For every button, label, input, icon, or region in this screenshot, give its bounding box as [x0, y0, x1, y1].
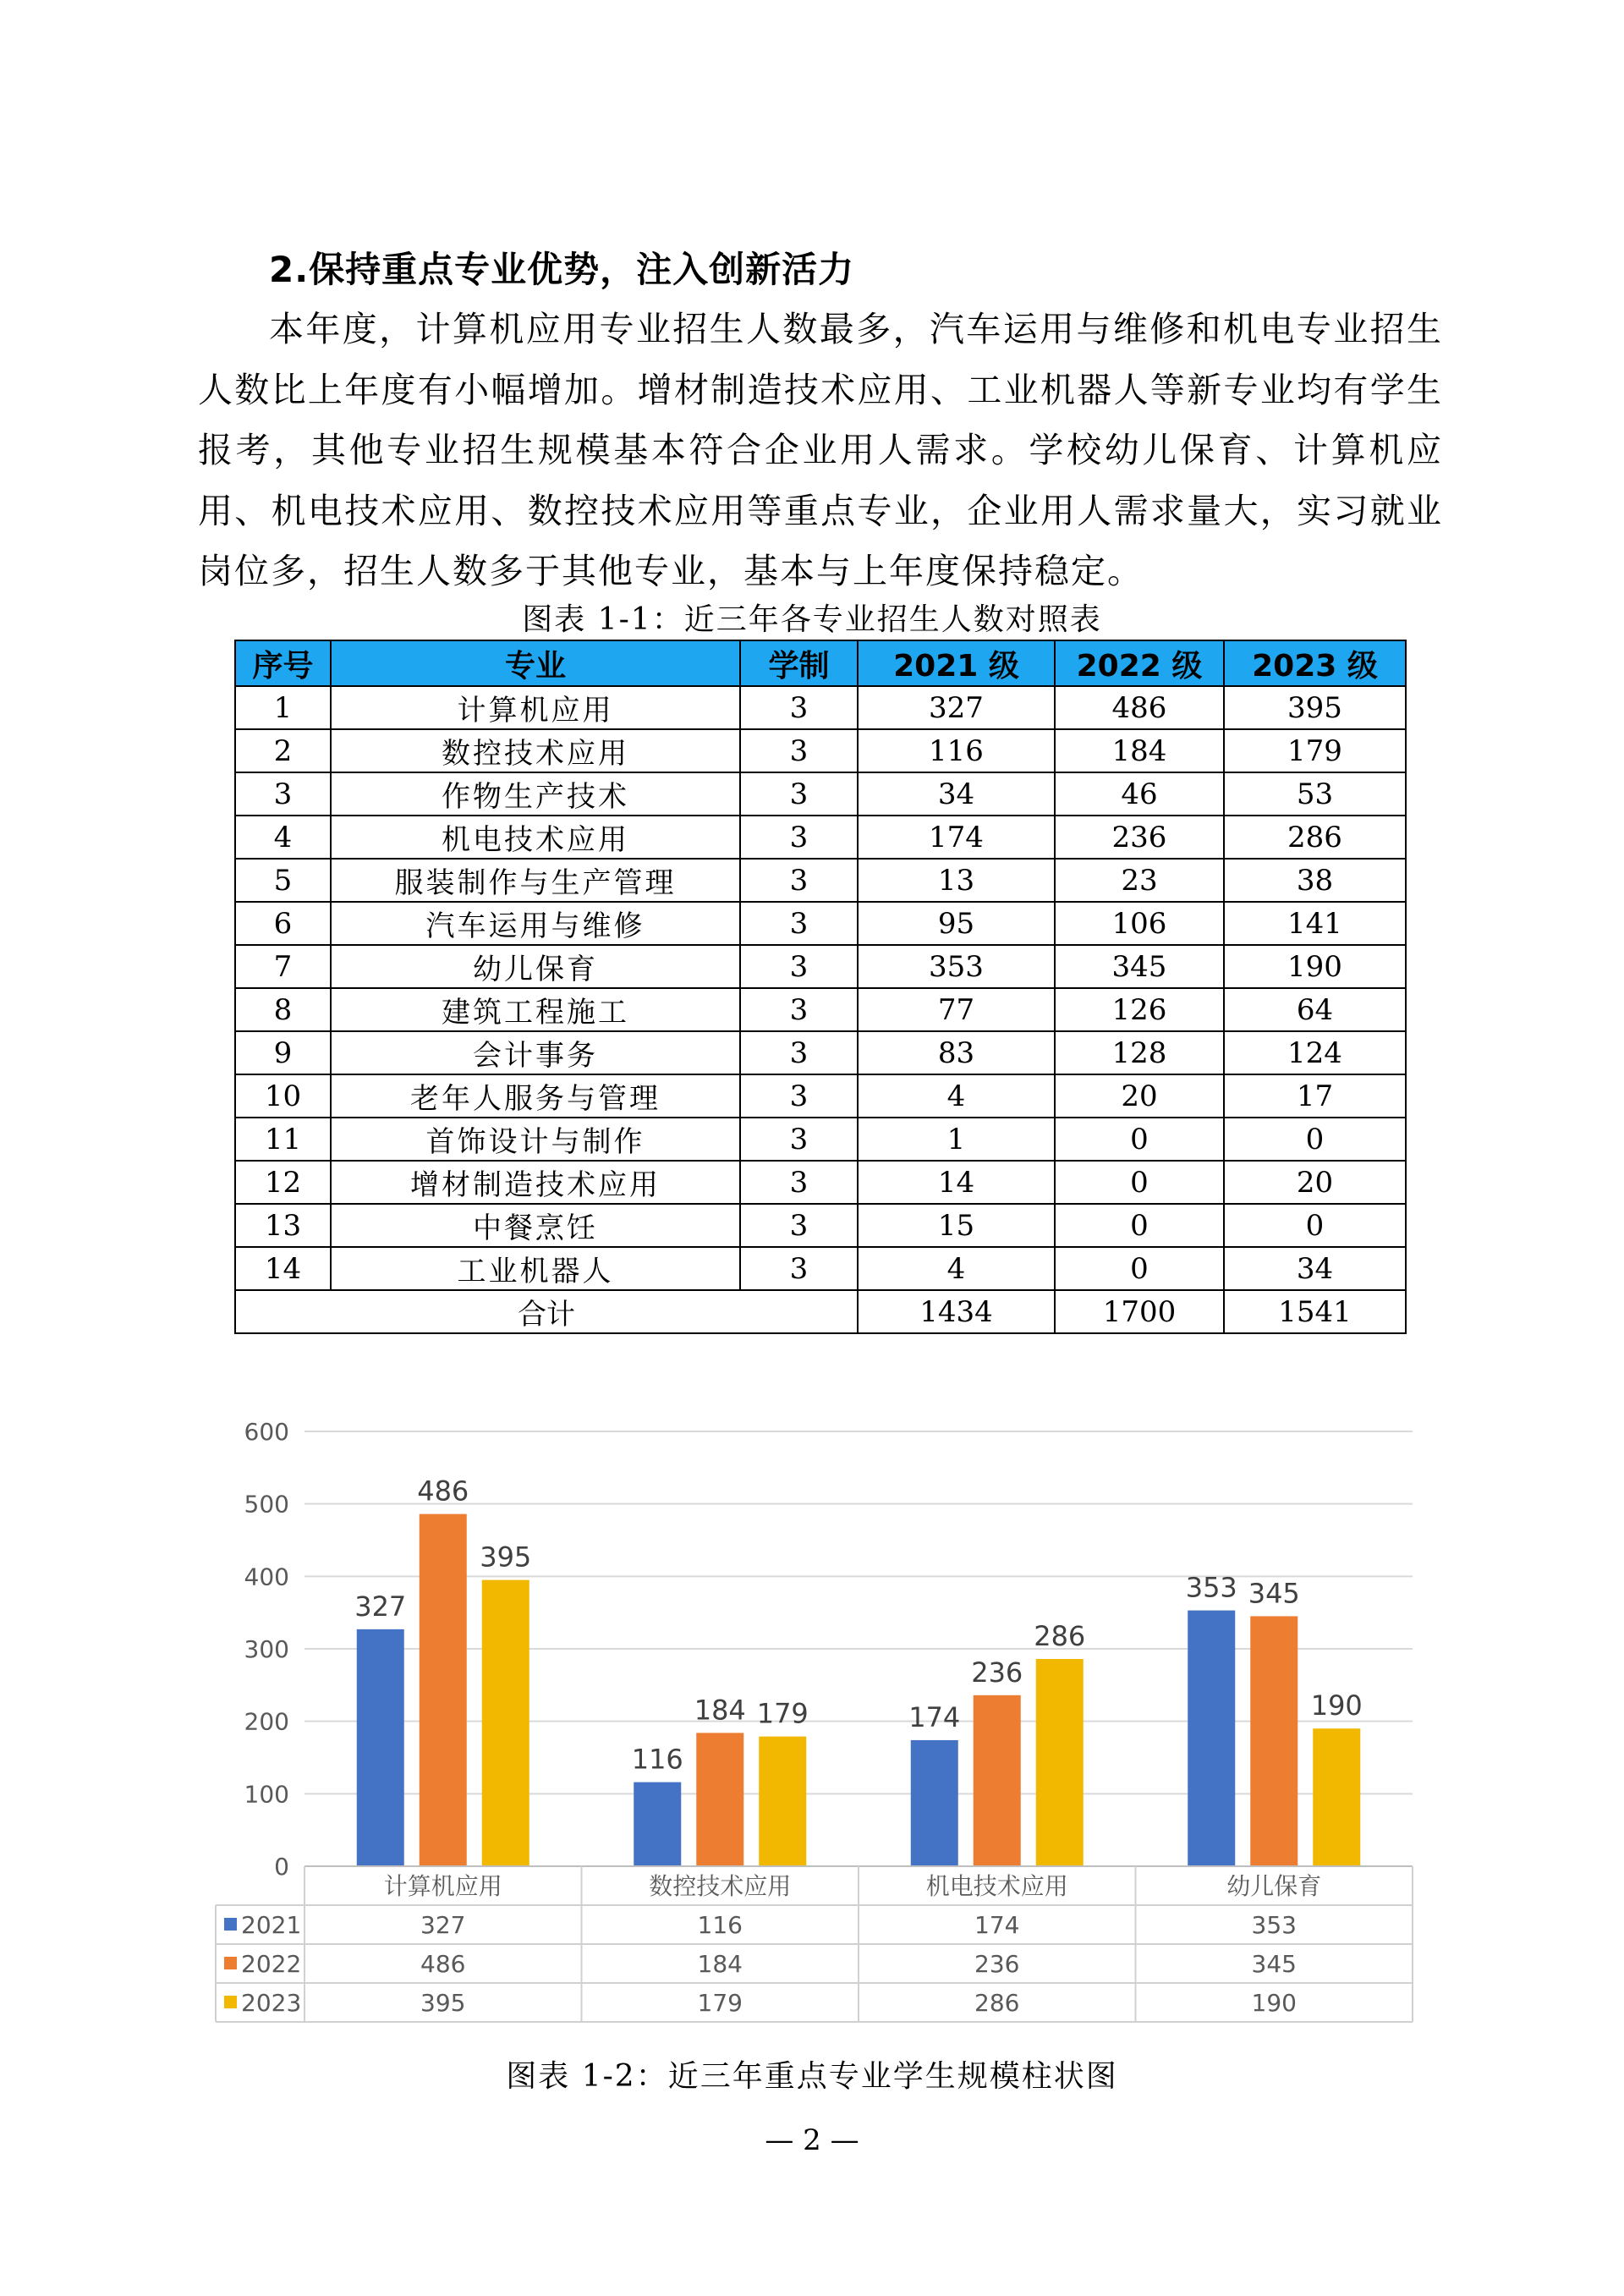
- data-table-value: 236: [974, 1950, 1020, 1978]
- data-table-value: 395: [420, 1989, 466, 2017]
- table-cell: 126: [1055, 988, 1224, 1031]
- header-cell: 专业: [331, 640, 740, 686]
- body-paragraph: 本年度，计算机应用专业招生人数最多，汽车运用与维修和机电专业招生人数比上年度有小幅增加。增材制造技术应用、工业机器人等新专业均有学生报考，其他专业招生规模基本符合企业用人需求。学校幼儿保育、计算机应用、机电技术应用、数控技术应用等重点专业，企业用人需求量大，实习就业岗位多，招生人数多于其他专业，基本与上年度保持稳定。: [198, 309, 1443, 591]
- table-row: [235, 1074, 1406, 1118]
- table-cell: 53: [1224, 772, 1406, 816]
- table-cell: 11: [235, 1118, 331, 1161]
- y-tick-label: 200: [244, 1707, 289, 1736]
- major-name-cell: 计算机应用: [331, 686, 740, 729]
- y-tick-label: 400: [244, 1563, 289, 1591]
- table-cell: 3: [740, 1031, 858, 1074]
- y-tick-label: 300: [244, 1635, 289, 1663]
- bar: [911, 1740, 958, 1866]
- table-cell: 5: [235, 859, 331, 902]
- table-cell: 179: [1224, 729, 1406, 772]
- table-cell: 0: [1055, 1118, 1224, 1161]
- y-tick-label: 500: [244, 1490, 289, 1519]
- data-table-value: 486: [420, 1950, 466, 1978]
- total-cell: 1700: [1055, 1290, 1224, 1333]
- table-cell: 34: [1224, 1247, 1406, 1290]
- data-table-value: 190: [1251, 1989, 1297, 2017]
- data-label: 190: [1310, 1689, 1363, 1722]
- bar-chart: [211, 1413, 1421, 2039]
- table-header-row: [235, 640, 1406, 686]
- table-cell: 0: [1055, 1247, 1224, 1290]
- major-name-cell: 幼儿保育: [331, 945, 740, 988]
- table-cell: 6: [235, 902, 331, 945]
- table-cell: 106: [1055, 902, 1224, 945]
- table-cell: 3: [740, 1161, 858, 1204]
- data-table-value: 179: [697, 1989, 743, 2017]
- data-label: 486: [417, 1475, 469, 1508]
- table-cell: 286: [1224, 816, 1406, 859]
- table-cell: 14: [858, 1161, 1055, 1204]
- table-cell: 95: [858, 902, 1055, 945]
- table-cell: 4: [858, 1247, 1055, 1290]
- major-name-cell: 数控技术应用: [331, 729, 740, 772]
- y-tick-label: 100: [244, 1780, 289, 1809]
- table-cell: 3: [740, 859, 858, 902]
- bar: [357, 1629, 404, 1866]
- x-category-label: 数控技术应用: [649, 1872, 792, 1900]
- x-category-label: 幼儿保育: [1226, 1872, 1322, 1900]
- table-cell: 327: [858, 686, 1055, 729]
- table-cell: 20: [1224, 1161, 1406, 1204]
- table-cell: 141: [1224, 902, 1406, 945]
- table-cell: 64: [1224, 988, 1406, 1031]
- data-table-value: 116: [697, 1911, 743, 1939]
- major-name-cell: 建筑工程施工: [331, 988, 740, 1031]
- bar: [696, 1733, 743, 1866]
- table-cell: 124: [1224, 1031, 1406, 1074]
- bar: [482, 1580, 529, 1866]
- header-cell: 学制: [740, 640, 858, 686]
- table-row: [235, 945, 1406, 988]
- legend-label: 2021: [241, 1911, 302, 1939]
- table-row: [235, 1031, 1406, 1074]
- major-name-cell: 汽车运用与维修: [331, 902, 740, 945]
- table-cell: 116: [858, 729, 1055, 772]
- major-name-cell: 工业机器人: [331, 1247, 740, 1290]
- major-name-cell: 机电技术应用: [331, 816, 740, 859]
- table-cell: 23: [1055, 859, 1224, 902]
- table-cell: 3: [740, 1247, 858, 1290]
- table-cell: 128: [1055, 1031, 1224, 1074]
- x-category-label: 计算机应用: [383, 1872, 502, 1900]
- table-cell: 1: [858, 1118, 1055, 1161]
- table-cell: 486: [1055, 686, 1224, 729]
- legend-label: 2023: [241, 1989, 302, 2017]
- data-label: 236: [971, 1656, 1023, 1689]
- table-cell: 0: [1224, 1118, 1406, 1161]
- major-name-cell: 中餐烹饪: [331, 1204, 740, 1247]
- data-label: 345: [1248, 1577, 1300, 1610]
- bar: [634, 1782, 681, 1866]
- table-cell: 14: [235, 1247, 331, 1290]
- table-row: [235, 859, 1406, 902]
- table-cell: 13: [858, 859, 1055, 902]
- table-cell: 17: [1224, 1074, 1406, 1118]
- table-row: [235, 1247, 1406, 1290]
- table-cell: 38: [1224, 859, 1406, 902]
- table-cell: 3: [740, 988, 858, 1031]
- legend-key: [224, 1918, 237, 1931]
- bar: [420, 1514, 467, 1866]
- data-label: 174: [908, 1700, 961, 1733]
- table-cell: 236: [1055, 816, 1224, 859]
- header-cell: 2021 级: [858, 640, 1055, 686]
- table-cell: 34: [858, 772, 1055, 816]
- bar: [1188, 1611, 1235, 1866]
- data-label: 286: [1034, 1619, 1086, 1652]
- table-cell: 77: [858, 988, 1055, 1031]
- enrollment-table: [234, 640, 1407, 1334]
- table-cell: 4: [858, 1074, 1055, 1118]
- total-cell: 1434: [858, 1290, 1055, 1333]
- major-name-cell: 服装制作与生产管理: [331, 859, 740, 902]
- legend-key: [224, 1957, 237, 1969]
- table-row: [235, 1161, 1406, 1204]
- bar: [1313, 1728, 1360, 1866]
- table-caption: 图表 1-1：近三年各专业招生人数对照表: [522, 602, 1102, 637]
- legend-key: [224, 1996, 237, 2008]
- table-cell: 0: [1224, 1204, 1406, 1247]
- table-cell: 0: [1055, 1161, 1224, 1204]
- data-table-value: 184: [697, 1950, 743, 1978]
- major-name-cell: 增材制造技术应用: [331, 1161, 740, 1204]
- table-cell: 20: [1055, 1074, 1224, 1118]
- table-row: [235, 686, 1406, 729]
- table-cell: 15: [858, 1204, 1055, 1247]
- table-cell: 12: [235, 1161, 331, 1204]
- header-cell: 序号: [235, 640, 331, 686]
- table-cell: 190: [1224, 945, 1406, 988]
- table-row: [235, 772, 1406, 816]
- data-table-value: 327: [420, 1911, 466, 1939]
- data-label: 184: [694, 1694, 746, 1727]
- table-cell: 46: [1055, 772, 1224, 816]
- total-cell: 1541: [1224, 1290, 1406, 1333]
- y-tick-label: 0: [274, 1853, 289, 1881]
- table-cell: 0: [1055, 1204, 1224, 1247]
- table-cell: 83: [858, 1031, 1055, 1074]
- data-table-value: 353: [1251, 1911, 1297, 1939]
- table-cell: 4: [235, 816, 331, 859]
- table-cell: 9: [235, 1031, 331, 1074]
- table-cell: 184: [1055, 729, 1224, 772]
- table-row: [235, 816, 1406, 859]
- table-cell: 353: [858, 945, 1055, 988]
- data-table-value: 286: [974, 1989, 1020, 2017]
- table-cell: 3: [740, 816, 858, 859]
- table-cell: 1: [235, 686, 331, 729]
- table-row: [235, 988, 1406, 1031]
- legend-label: 2022: [241, 1950, 302, 1978]
- table-cell: 3: [740, 1118, 858, 1161]
- data-table-value: 345: [1251, 1950, 1297, 1978]
- table-cell: 3: [740, 1204, 858, 1247]
- major-name-cell: 老年人服务与管理: [331, 1074, 740, 1118]
- section-heading: 2.保持重点专业优势，注入创新活力: [269, 249, 855, 290]
- data-label: 179: [756, 1697, 809, 1730]
- data-label: 395: [480, 1541, 532, 1574]
- bar: [1250, 1616, 1298, 1866]
- table-cell: 345: [1055, 945, 1224, 988]
- table-row: [235, 1118, 1406, 1161]
- major-name-cell: 会计事务: [331, 1031, 740, 1074]
- bar: [1036, 1659, 1084, 1866]
- data-label: 116: [631, 1743, 683, 1776]
- data-label: 353: [1185, 1571, 1237, 1604]
- total-label: 合计: [235, 1290, 858, 1333]
- data-label: 327: [354, 1590, 407, 1623]
- table-cell: 3: [740, 686, 858, 729]
- header-cell: 2023 级: [1224, 640, 1406, 686]
- table-cell: 395: [1224, 686, 1406, 729]
- table-row: [235, 729, 1406, 772]
- data-table-value: 174: [974, 1911, 1020, 1939]
- table-cell: 10: [235, 1074, 331, 1118]
- table-row: [235, 902, 1406, 945]
- table-cell: 7: [235, 945, 331, 988]
- table-cell: 8: [235, 988, 331, 1031]
- table-cell: 3: [740, 902, 858, 945]
- table-cell: 13: [235, 1204, 331, 1247]
- chart-caption: 图表 1-2：近三年重点专业学生规模柱状图: [506, 2059, 1118, 2094]
- x-category-label: 机电技术应用: [925, 1872, 1068, 1900]
- y-tick-label: 600: [244, 1418, 289, 1446]
- bar: [974, 1695, 1021, 1866]
- header-cell: 2022 级: [1055, 640, 1224, 686]
- table-cell: 174: [858, 816, 1055, 859]
- bar: [759, 1737, 806, 1866]
- major-name-cell: 首饰设计与制作: [331, 1118, 740, 1161]
- table-cell: 3: [740, 945, 858, 988]
- table-cell: 3: [740, 729, 858, 772]
- major-name-cell: 作物生产技术: [331, 772, 740, 816]
- table-row: [235, 1204, 1406, 1247]
- table-cell: 2: [235, 729, 331, 772]
- table-total-row: [235, 1290, 1406, 1333]
- table-cell: 3: [235, 772, 331, 816]
- page-number: — 2 —: [765, 2123, 859, 2157]
- table-cell: 3: [740, 772, 858, 816]
- table-cell: 3: [740, 1074, 858, 1118]
